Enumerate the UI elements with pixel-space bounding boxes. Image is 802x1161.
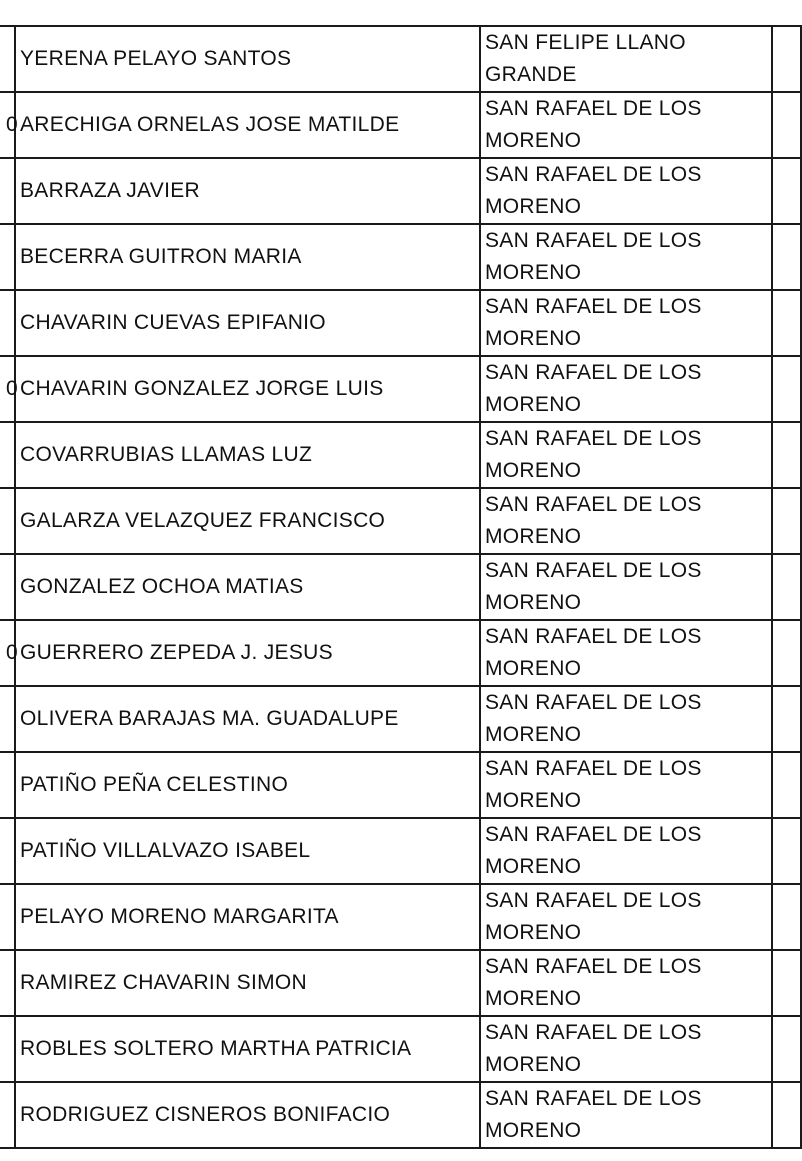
locality-line-1: SAN RAFAEL DE LOS [485, 559, 702, 582]
locality-cell [480, 752, 772, 818]
table-row [0, 950, 801, 1016]
row-index-cell [0, 92, 18, 158]
extra-column-cell [772, 1082, 801, 1148]
locality-cell [480, 1016, 772, 1082]
row-index-cell [0, 422, 15, 488]
locality-line-1: SAN RAFAEL DE LOS [485, 823, 702, 846]
extra-column-cell [772, 158, 801, 224]
locality-line-2: MORENO [485, 723, 582, 746]
person-name: BARRAZA JAVIER [15, 158, 480, 224]
row-index-cell [0, 554, 15, 620]
locality-line-2: MORENO [485, 987, 582, 1010]
locality-cell [480, 1082, 772, 1148]
locality-line-2: MORENO [485, 195, 582, 218]
locality-cell [480, 92, 772, 158]
extra-column-cell [772, 554, 801, 620]
table-row [0, 686, 801, 752]
extra-column-cell [772, 620, 801, 686]
table-row [0, 356, 801, 422]
locality-line-1: SAN RAFAEL DE LOS [485, 1087, 702, 1110]
locality-line-1: SAN RAFAEL DE LOS [485, 97, 702, 120]
row-index-cell [0, 752, 15, 818]
table-row [0, 290, 801, 356]
extra-column-cell [772, 422, 801, 488]
row-index: 0 [6, 113, 18, 136]
extra-column-cell [772, 356, 801, 422]
table-row [0, 620, 801, 686]
row-index-cell [0, 290, 15, 356]
locality-line-1: SAN RAFAEL DE LOS [485, 163, 702, 186]
locality-line-2: GRANDE [485, 63, 577, 86]
row-index-cell [0, 26, 15, 92]
locality-cell [480, 290, 772, 356]
table-row [0, 422, 801, 488]
table-row [0, 1016, 801, 1082]
locality-line-2: MORENO [485, 591, 582, 614]
person-name: COVARRUBIAS LLAMAS LUZ [15, 422, 480, 488]
locality-line-1: SAN RAFAEL DE LOS [485, 1021, 702, 1044]
row-index-cell [0, 818, 15, 884]
table-row [0, 884, 801, 950]
locality-line-1: SAN RAFAEL DE LOS [485, 889, 702, 912]
row-index: 0 [6, 377, 18, 400]
locality-cell [480, 884, 772, 950]
extra-column-cell [772, 950, 801, 1016]
extra-column-cell [772, 488, 801, 554]
row-index-cell [0, 1082, 15, 1148]
row-index-cell [0, 1016, 15, 1082]
person-name: OLIVERA BARAJAS MA. GUADALUPE [15, 686, 480, 752]
locality-line-2: MORENO [485, 129, 582, 152]
locality-line-2: MORENO [485, 921, 582, 944]
extra-column-cell [772, 752, 801, 818]
person-name: GUERRERO ZEPEDA J. JESUS [15, 620, 480, 686]
locality-line-2: MORENO [485, 855, 582, 878]
person-name: PATIÑO PEÑA CELESTINO [15, 752, 480, 818]
person-name: CHAVARIN CUEVAS EPIFANIO [15, 290, 480, 356]
person-name: PELAYO MORENO MARGARITA [15, 884, 480, 950]
locality-cell [480, 620, 772, 686]
table-row [0, 554, 801, 620]
locality-line-2: MORENO [485, 789, 582, 812]
table-row [0, 26, 801, 92]
table-row [0, 158, 801, 224]
row-index-cell [0, 884, 15, 950]
row-index-cell [0, 686, 15, 752]
locality-cell [480, 950, 772, 1016]
row-index-cell [0, 620, 18, 686]
person-name: RAMIREZ CHAVARIN SIMON [15, 950, 480, 1016]
locality-line-1: SAN RAFAEL DE LOS [485, 427, 702, 450]
person-name: ARECHIGA ORNELAS JOSE MATILDE [15, 92, 480, 158]
locality-line-1: SAN RAFAEL DE LOS [485, 493, 702, 516]
roster-table-body [0, 26, 801, 1148]
locality-line-2: MORENO [485, 1119, 582, 1142]
extra-column-cell [772, 26, 801, 92]
table-row [0, 1082, 801, 1148]
table-row [0, 224, 801, 290]
locality-line-2: MORENO [485, 261, 582, 284]
row-index-cell [0, 158, 15, 224]
locality-line-2: MORENO [485, 327, 582, 350]
extra-column-cell [772, 818, 801, 884]
row-index-cell [0, 224, 15, 290]
locality-cell [480, 686, 772, 752]
table-row [0, 92, 801, 158]
person-name: GALARZA VELAZQUEZ FRANCISCO [15, 488, 480, 554]
person-name: GONZALEZ OCHOA MATIAS [15, 554, 480, 620]
locality-line-1: SAN RAFAEL DE LOS [485, 361, 702, 384]
locality-line-1: SAN RAFAEL DE LOS [485, 295, 702, 318]
locality-line-1: SAN RAFAEL DE LOS [485, 691, 702, 714]
extra-column-cell [772, 884, 801, 950]
table-row [0, 752, 801, 818]
table-row [0, 488, 801, 554]
row-index-cell [0, 488, 15, 554]
locality-line-2: MORENO [485, 525, 582, 548]
person-name: ROBLES SOLTERO MARTHA PATRICIA [15, 1016, 480, 1082]
locality-cell [480, 224, 772, 290]
extra-column-cell [772, 1016, 801, 1082]
locality-cell [480, 158, 772, 224]
locality-line-1: SAN RAFAEL DE LOS [485, 625, 702, 648]
extra-column-cell [772, 686, 801, 752]
person-name: BECERRA GUITRON MARIA [15, 224, 480, 290]
locality-line-1: SAN FELIPE LLANO [485, 31, 686, 54]
person-name: PATIÑO VILLALVAZO ISABEL [15, 818, 480, 884]
locality-cell [480, 356, 772, 422]
locality-line-2: MORENO [485, 459, 582, 482]
locality-line-2: MORENO [485, 657, 582, 680]
extra-column-cell [772, 290, 801, 356]
person-name: RODRIGUEZ CISNEROS BONIFACIO [15, 1082, 480, 1148]
locality-cell [480, 26, 772, 92]
row-index: 0 [6, 641, 18, 664]
extra-column-cell [772, 92, 801, 158]
table-row [0, 818, 801, 884]
locality-cell [480, 818, 772, 884]
locality-line-1: SAN RAFAEL DE LOS [485, 955, 702, 978]
locality-cell [480, 422, 772, 488]
locality-cell [480, 554, 772, 620]
row-index-cell [0, 950, 15, 1016]
locality-cell [480, 488, 772, 554]
person-name: YERENA PELAYO SANTOS [15, 26, 480, 92]
locality-line-1: SAN RAFAEL DE LOS [485, 757, 702, 780]
locality-line-2: MORENO [485, 1053, 582, 1076]
roster-table [0, 25, 802, 1149]
locality-line-2: MORENO [485, 393, 582, 416]
row-index-cell [0, 356, 18, 422]
person-name: CHAVARIN GONZALEZ JORGE LUIS [15, 356, 480, 422]
locality-line-1: SAN RAFAEL DE LOS [485, 229, 702, 252]
extra-column-cell [772, 224, 801, 290]
